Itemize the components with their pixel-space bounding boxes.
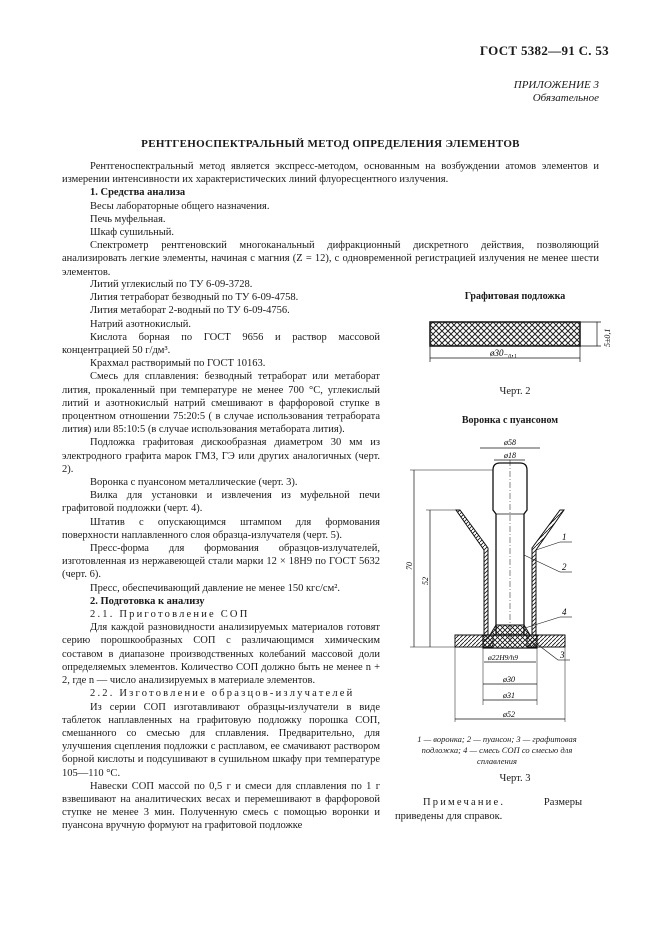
section-2-2-heading: 2.2. Изготовление образцов-излучателей [90,688,355,700]
dim-d58: ø58 [504,438,516,447]
callout-1: 1 [562,532,567,542]
paragraph: Подложка графитовая дискообразная диаметром 30 мм из электродного графита марок ГМЗ, ГЭ или других аналогичных (черт. 2). [62,437,380,475]
note-lead: Примечание. [423,797,506,808]
figure-3-drawing [400,430,610,730]
paragraph: Штатив с опускающимся штампом для формования поверхности наплавленного слоя образца-излучателя (черт. 5). [62,516,380,541]
appendix-number: ПРИЛОЖЕНИЕ 3 [513,79,599,91]
list-item: Весы лабораторные общего назначения. [90,200,270,212]
graphite-substrate [430,322,580,346]
paragraph: Натрий азотнокислый. [90,318,192,330]
paragraph: Литий углекислый по ТУ 6-09-3728. [90,279,253,290]
figure-2-title: Графитовая подложка [464,291,566,302]
document-title: РЕНТГЕНОСПЕКТРАЛЬНЫЙ МЕТОД ОПРЕДЕЛЕНИЯ ЭЛЕМЕНТОВ [141,138,520,150]
dim-diameter: ø30₋₀,₁ [490,348,517,358]
callout-2: 2 [562,562,567,572]
paragraph: Пресс-форма для формования образцов-излучателей, изготовленная из нержавеющей стали марки 12 × 18Н9 по ГОСТ 5632 (черт. 6). [62,543,380,581]
page-header: ГОСТ 5382—91 С. 53 [479,43,609,58]
appendix-status: Обязательное [532,92,599,104]
section-2-heading: 2. Подготовка к анализу [90,595,205,607]
dim-d18: ø18 [504,451,516,460]
appendix-label [514,79,599,105]
spectrometer-paragraph: Спектрометр рентгеновский многоканальный дифракционный дискретного действия, позволяющий анализировать легкие элементы, начиная с магния (Z = 12), с одновременной регистрацией излучения не менее шести элементов. [62,240,599,278]
paragraph: Лития тетраборат безводный по ТУ 6-09-4758. [90,292,299,304]
dim-h52: 52 [421,577,430,585]
paragraph: Лития метаборат 2-водный по ТУ 6-09-4756. [90,305,290,317]
paragraph: Воронка с пуансоном металлические (черт. 3). [90,477,298,489]
figure-2-caption: Черт. 2 [499,386,531,397]
paragraph: Кислота борная по ГОСТ 9656 и раствор массовой концентрацией 50 г/дм³. [62,331,380,357]
dim-d22: ø22Н9/h9 [488,653,518,662]
paragraph: Навески СОП массой по 0,5 г и смеси для сплавления по 1 г взвешивают на аналитических весах и перемешивают в фарфоровой ступке не менее 3 мин. Полученную смесь с помощью воронки и пуансона вручную формуют на графитовой подложке [62,780,380,832]
paragraph: Пресс, обеспечивающий давление не менее 150 кгс/см². [90,582,341,594]
figure-3-caption: Черт. 3 [499,773,531,784]
section-1-heading: 1. Средства анализа [90,187,186,199]
section-2-1-heading: 2.1. Приготовление СОП [90,609,250,621]
list-item: Шкаф сушильный. [90,227,175,239]
paragraph: Крахмал растворимый по ГОСТ 10163. [90,358,266,370]
callout-4: 4 [562,607,567,617]
dim-h70: 70 [405,562,414,570]
paragraph: Вилка для установки и извлечения из муфельной печи графитовой подложки (черт. 4). [62,490,380,515]
figure-2-drawing [415,310,615,370]
graphite-substrate [483,635,537,648]
dim-d31: ø31 [503,691,515,700]
paragraph: Смесь для сплавления: безводный тетраборат или метаборат лития, прокаленный при температуре не менее 700 °С, углекислый литий и азотнокислый натрий смешивают в фарфоровой ступке в процентном отношении 75:20:5 ( в случае использования тетрабората лития) или 85:10:5 (в случае использования метабората лития). [62,371,380,436]
dim-d30: ø30 [503,675,515,684]
intro-block [62,160,599,279]
figure-3-legend: 1 — воронка; 2 — пуансон; 3 — графитовая подложка; 4 — смесь СОП со смесью для сплавления [417,734,577,766]
paragraph: Из серии СОП изготавливают образцы-излучатели в виде таблеток наплавленных на графитовую подложку порошка СОП, смешанного со смесью для сплавления. Предварительно, для улучшения сцепления подложки с расплавом, ее смачивают раствором борной кислоты и подсушивают в сушильном шкафу при температуре 105—110 °С. [62,701,380,779]
left-column [62,278,380,833]
callout-3: 3 [560,650,565,660]
dim-d52: ø52 [503,710,515,719]
list-item: Печь муфельная. [90,213,166,225]
dim-thickness: 5±0,1 [603,328,612,347]
figure-3-title: Воронка с пуансоном [461,415,559,426]
intro-paragraph: Рентгеноспектральный метод является экспресс-методом, основанным на возбуждении атомов элементов и измерении интенсивности их характеристических линий флуоресцентного излучения. [62,161,599,186]
paragraph: Для каждой разновидности анализируемых материалов готовят серию порошкообразных СОП с различающимся химическим составом в диапазоне производственных колебаний массовой доли определяемых элементов. Количество СОП должно быть не менее n + 2, где n — число анализируемых в материале элементов. [62,622,380,687]
note [395,796,582,823]
note-text: Размеры приведены для справок. [395,797,582,822]
